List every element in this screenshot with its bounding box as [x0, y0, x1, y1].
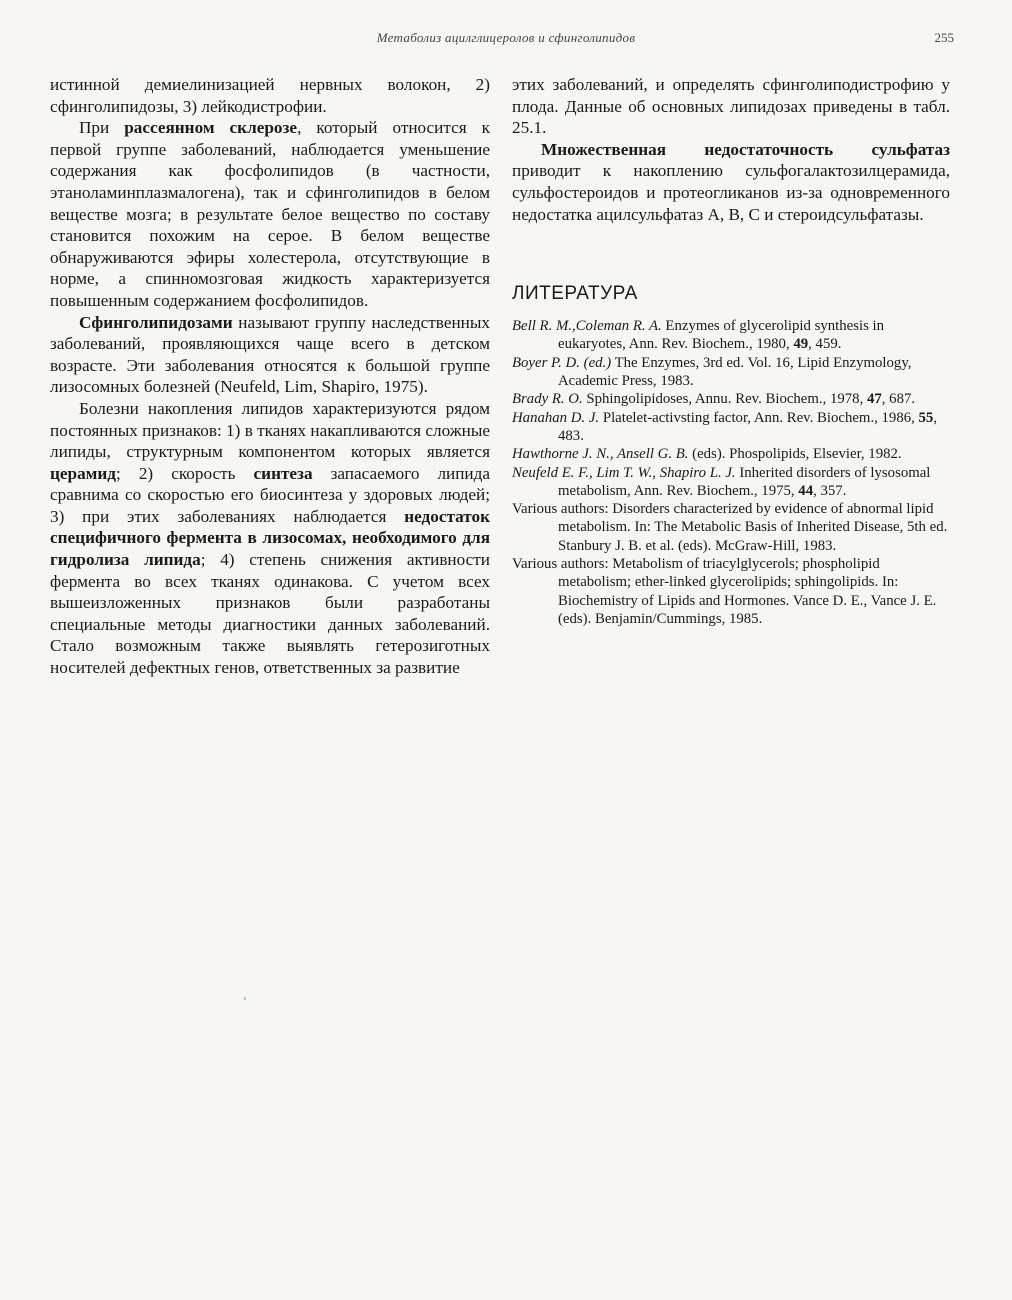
- text-run: При: [79, 118, 125, 138]
- reference-entry: [512, 555, 950, 628]
- reference-entry: [512, 409, 950, 446]
- reference-entry: [512, 354, 950, 391]
- reference-text: Inherited disorders of lysosomal metabolism, Ann. Rev. Biochem., 1975,: [558, 464, 931, 499]
- text-run: Болезни накопления липидов характеризуются рядом постоянных признаков: 1) в тканях накапливаются сложные липиды, структурным компонентом которых является: [50, 398, 490, 462]
- term-sphingolipidoses: Сфинголипидозами: [79, 312, 233, 332]
- running-header: [0, 30, 1012, 50]
- reference-entry: [512, 317, 950, 354]
- reference-entry: [512, 500, 950, 555]
- reference-volume: 49: [793, 336, 809, 353]
- running-title: Метаболиз ацилглицеролов и сфинголипидов: [376, 30, 636, 45]
- reference-volume: 55: [918, 409, 934, 426]
- term-enzyme-deficiency: недостаток специфичного фермента в лизосомах, необходимого для гидролиза липида: [50, 506, 490, 570]
- paragraph-sulfatase-deficiency: [512, 139, 950, 225]
- paragraph-multiple-sclerosis: [50, 117, 490, 311]
- reference-volume: 44: [798, 482, 814, 499]
- literature-heading: ЛИТЕРАТУРА: [512, 283, 638, 305]
- reference-entry: [512, 464, 950, 501]
- reference-entry: [512, 390, 950, 408]
- text-run: ; 4) степень снижения активности фермента во всех тканях одинакова. С учетом всех вышеизложенных признаков были разработаны специальные методы диагностики данных заболеваний. Стало возможным также выявлять гетерозиготных носителей дефектных генов, ответственных за развитие: [50, 550, 490, 678]
- reference-pages: , 357.: [813, 482, 847, 499]
- reference-authors: Boyer P. D. (ed.): [512, 354, 612, 371]
- reference-authors: Brady R. O.: [512, 391, 583, 408]
- text-run: называют группу наследственных заболеваний, проявляющихся чаще всего в детском возрасте. Эти заболевания относятся к большой группе лизосомных болезней (Neufeld, Lim, Shapiro, 1975).: [50, 312, 490, 397]
- reference-authors: Hanahan D. J.: [512, 409, 600, 426]
- reference-pages: , 483.: [558, 409, 938, 444]
- reference-authors: Bell R. M.,Coleman R. A.: [512, 318, 662, 335]
- reference-text: (eds). Phospolipids, Elsevier, 1982.: [688, 446, 902, 463]
- reference-pages: , 687.: [881, 391, 916, 408]
- right-column: [512, 74, 950, 628]
- text-run: приводит к накоплению сульфогалактозилцерамида, сульфостероидов и протеогликанов из-за одновременного недостатка ацилсульфатаз А, В, С и стероидсульфатазы.: [512, 161, 950, 224]
- scan-speck: [244, 997, 246, 1000]
- reference-text: The Enzymes, 3rd ed. Vol. 16, Lipid Enzymology, Academic Press, 1983.: [558, 354, 912, 390]
- reference-entry: [512, 445, 950, 463]
- paragraph-continuation: истинной демиелинизацией нервных волокон, 2) сфинголипидозы, 3) лейкодистрофии.: [50, 75, 490, 116]
- reference-volume: 47: [866, 391, 882, 408]
- left-column: [50, 74, 490, 679]
- reference-authors: Neufeld E. F., Lim T. W., Shapiro L. J.: [512, 464, 736, 481]
- reference-authors: Hawthorne J. N., Ansell G. B.: [512, 446, 689, 463]
- text-run: ; 2) скорость: [116, 463, 254, 483]
- reference-pages: , 459.: [808, 336, 842, 353]
- paragraph-sphingolipidoses: [50, 312, 490, 398]
- reference-text: Sphingolipidoses, Annu. Rev. Biochem., 1978,: [582, 391, 867, 408]
- reference-text: Platelet-activsting factor, Ann. Rev. Biochem., 1986,: [599, 409, 919, 426]
- text-run: , который относится к первой группе заболеваний, наблюдается уменьшение содержания как фосфолипидов (в частности, этаноламинплазмалогена), так и сфинголипидов в белом веществе мозга; в результате белое вещество по составу становится похожим на серое. В белом веществе обнаруживаются эфиры холестерола, отсутствующие в норме, а спинномозговая жидкость характеризуется повышенным содержанием фосфолипидов.: [50, 118, 490, 310]
- term-synthesis: синтеза: [253, 463, 313, 483]
- reference-text: Various authors: Disorders characterized by evidence of abnormal lipid metabolism. In: The Metabolic Basis of Inherited Disease, 5th ed. Stanbury J. B. et al. (eds). McGraw-Hill, 1983.: [512, 501, 948, 554]
- term-multiple-sclerosis: рассеянном склерозе: [124, 118, 298, 138]
- paragraph-continuation: этих заболеваний, и определять сфинголиподистрофию у плода. Данные об основных липидозах приведены в табл. 25.1.: [512, 75, 950, 138]
- term-multiple-sulfatase-deficiency: Множественная недостаточность сульфатаз: [541, 139, 950, 159]
- reference-text: Enzymes of glycerolipid synthesis in eukaryotes, Ann. Rev. Biochem., 1980,: [558, 318, 885, 353]
- reference-list: [512, 317, 950, 628]
- page-number: 255: [934, 30, 954, 45]
- paragraph-lipid-storage-diseases: [50, 398, 490, 679]
- text-run: запасаемого липида сравнима со скоростью его биосинтеза у здоровых людей; 3) при этих заболеваниях наблюдается: [50, 463, 491, 526]
- reference-text: Various authors: Metabolism of triacylglycerols; phospholipid metabolism; ether-linked glycerolipids; sphingolipids. In: Biochemistry of Lipids and Hormones. Vance D. E., Vance J. E. (eds). Benjamin/Cummings, 1985.: [512, 556, 937, 627]
- term-ceramide: церамид: [50, 463, 116, 483]
